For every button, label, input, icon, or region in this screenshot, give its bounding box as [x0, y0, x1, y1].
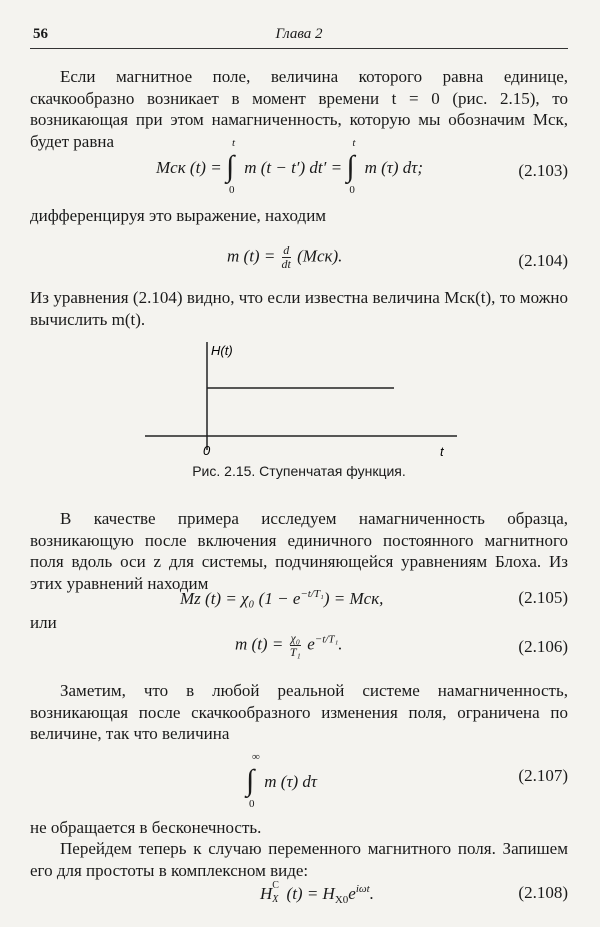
- paragraph-3: Из уравнения (2.104) видно, что если известна величина Mск(t), то можно вычислить m(t).: [30, 288, 568, 329]
- eq108-exponent: iωt: [355, 883, 370, 895]
- eq105-part-b: ) = Mск,: [323, 589, 384, 608]
- eq106-tail: .: [338, 634, 343, 654]
- paragraph-2: дифференцируя это выражение, находим: [30, 206, 327, 225]
- equation-number: (2.108): [518, 883, 568, 902]
- integral-sign-icon: ∫ t 0: [225, 137, 235, 196]
- paragraph-1: Если магнитное поле, величина которого равна единице, скачкообразно возникает в момент времени t = 0 (рис. 2.15), то возникающая при этом намагниченность, которую мы обозначим Mск, будет равна: [30, 67, 568, 151]
- page-number: 56: [33, 26, 48, 42]
- eq103-rhs: m (τ) dτ;: [364, 157, 424, 177]
- page-header: [33, 26, 565, 46]
- derivative-fraction: $\frac{d}{dt}$: [281, 243, 291, 271]
- eq105-part-a: Mz (t) = χ₀ (1 − e: [180, 589, 301, 608]
- eq106-exp-base: e: [307, 634, 315, 654]
- equation-2-107: [30, 751, 568, 810]
- origin-label: 0: [203, 443, 211, 458]
- x-axis-label: t: [440, 444, 444, 459]
- integral-sign-icon: ∫ t 0: [346, 137, 356, 196]
- paragraph-6: Заметим, что в любой реальной системе намагниченность, возникающая после скачкообразного изменения поля, ограничена по величине, так что величина: [30, 681, 568, 743]
- eq108-lhs: H: [260, 884, 273, 903]
- eq103-lhs: Mск (t) =: [156, 157, 222, 177]
- eq108-exp-base: e: [348, 884, 356, 903]
- figure-caption: Рис. 2.15. Ступенчатая функция.: [192, 463, 406, 479]
- eq104-rhs: (Mск).: [297, 246, 343, 266]
- integral-sign-icon: ∫ ∞ 0: [246, 751, 260, 810]
- equation-number: (2.103): [518, 161, 568, 180]
- paragraph-4: В качестве примера исследуем намагниченность образца, возникающую после включения единичного постоянного магнитного поля вдоль оси z для системы, подчиняющейся уравнениям Блоха. Из этих уравнений находим: [30, 509, 568, 593]
- eq108-sub: X: [272, 894, 279, 906]
- eq108-mid: (t) = H: [286, 884, 335, 903]
- eq108-tail: .: [369, 884, 374, 903]
- chapter-title: Глава 2: [275, 26, 323, 42]
- equation-2-106: [30, 632, 568, 672]
- equation-2-103: [30, 137, 568, 196]
- eq106-lhs: m (t) =: [235, 634, 284, 654]
- eq108-mid-sub: X0: [334, 894, 349, 906]
- equation-number: (2.106): [518, 637, 568, 656]
- equation-2-108: [30, 880, 568, 913]
- chi-over-t-fraction: $\frac{\text{χ₀}}{\text{T₁}}$: [289, 631, 301, 659]
- eq106-exponent: −t/T₁: [314, 633, 339, 646]
- header-rule: [30, 48, 568, 49]
- eq105-exponent: −t/T₁: [300, 588, 324, 600]
- eq108-sup: C: [272, 880, 279, 892]
- equation-2-104: [30, 244, 568, 284]
- step-function-figure: [145, 340, 460, 465]
- eq103-mid: m (t − t′) dt′ =: [244, 157, 343, 177]
- paragraph-8: Перейдем теперь к случаю переменного магнитного поля. Запишем его для простоты в комплексном виде:: [30, 839, 568, 880]
- paragraph-5: или: [30, 613, 57, 632]
- y-axis-label: H(t): [211, 343, 233, 358]
- equation-number: (2.107): [518, 766, 568, 785]
- equation-number: (2.104): [518, 251, 568, 270]
- paragraph-7: не обращается в бесконечность.: [30, 818, 262, 837]
- equation-number: (2.105): [518, 588, 568, 607]
- eq104-lhs: m (t) =: [227, 246, 276, 266]
- eq107-body: m (τ) dτ: [264, 771, 318, 791]
